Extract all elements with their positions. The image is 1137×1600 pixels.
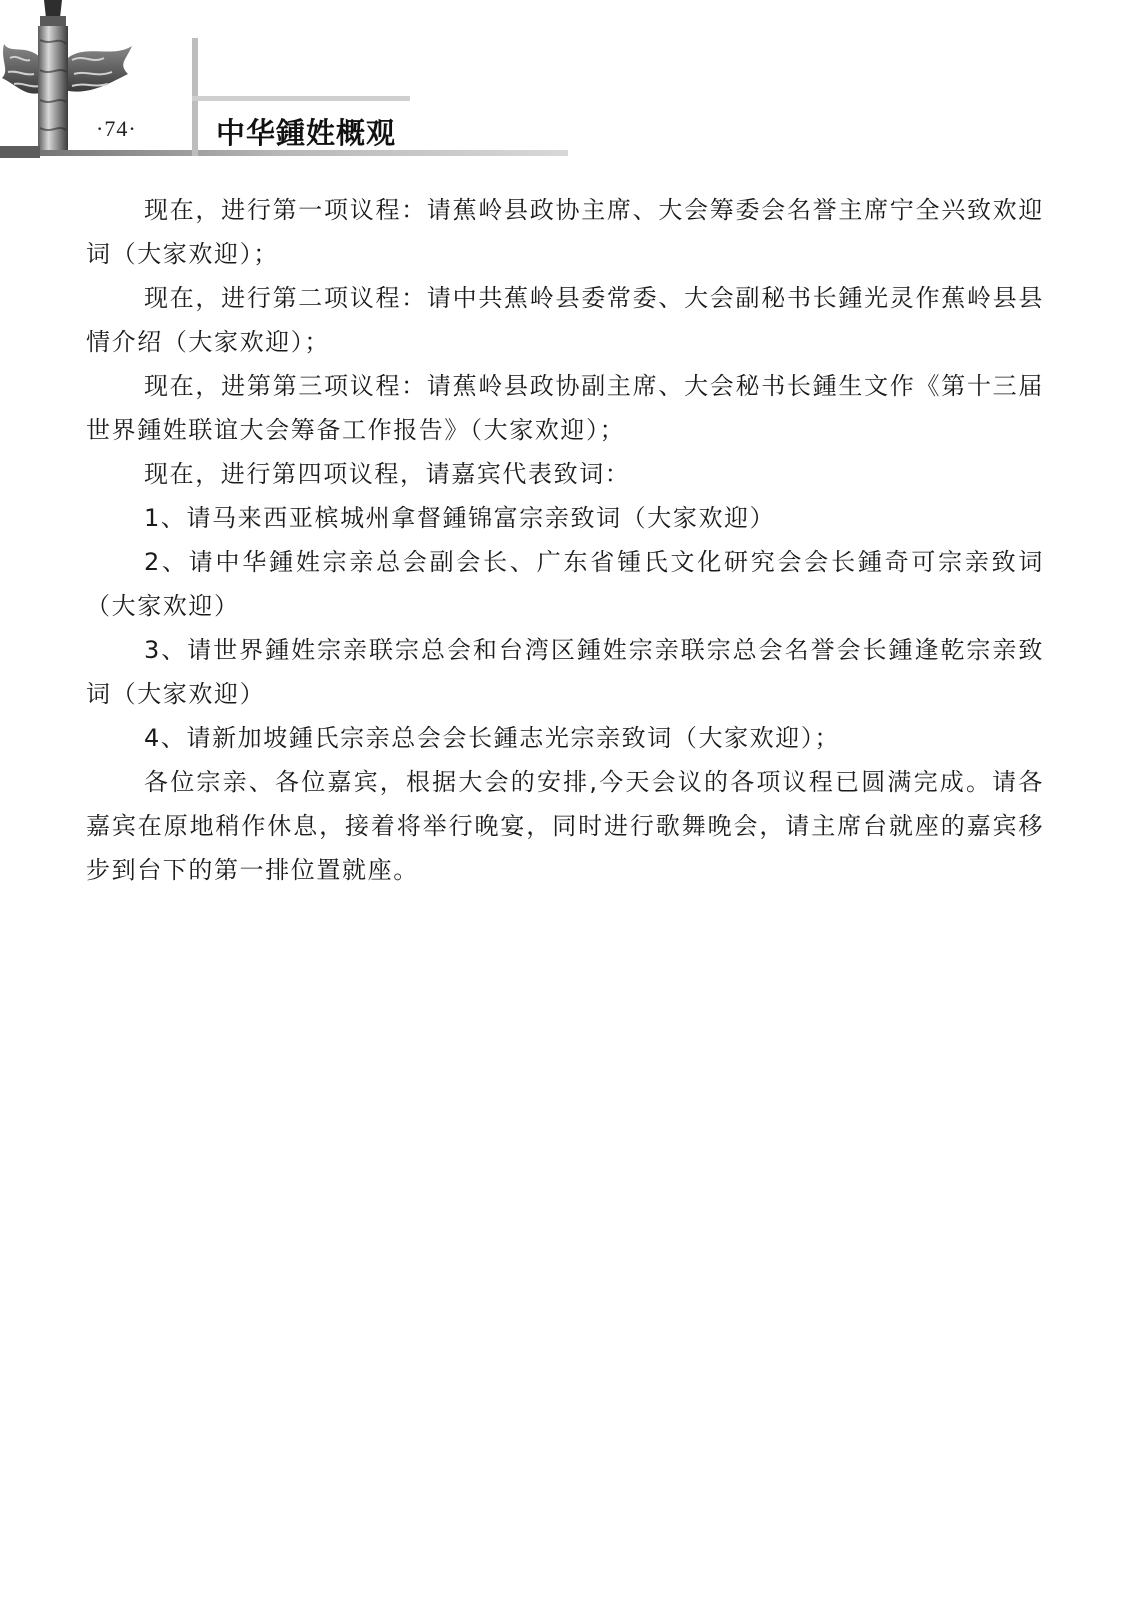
paragraph: 各位宗亲、各位嘉宾，根据大会的安排,今天会议的各项议程已圆满完成。请各嘉宾在原地稍作休息，接着将举行晚宴，同时进行歌舞晚会，请主席台就座的嘉宾移步到台下的第一排位置就座。 bbox=[86, 768, 1044, 884]
body-text bbox=[86, 188, 1044, 892]
list-item: 2、请中华鍾姓宗亲总会副会长、广东省锺氏文化研究会会长鍾奇可宗亲致词（大家欢迎） bbox=[86, 548, 1044, 620]
page-number: ·74· bbox=[96, 116, 137, 141]
list-item: 1、请马来西亚槟城州拿督鍾锦富宗亲致词（大家欢迎） bbox=[144, 504, 776, 532]
paragraph: 现在，进第第三项议程：请蕉岭县政协副主席、大会秘书长鍾生文作《第十三届世界鍾姓联谊大会筹备工作报告》（大家欢迎）； bbox=[86, 372, 1044, 444]
page-header bbox=[0, 0, 600, 165]
list-item: 4、请新加坡鍾氏宗亲总会会长鍾志光宗亲致词（大家欢迎）； bbox=[144, 724, 841, 752]
list-item: 3、请世界鍾姓宗亲联宗总会和台湾区鍾姓宗亲联宗总会名誉会长鍾逢乾宗亲致词（大家欢迎） bbox=[86, 636, 1044, 708]
paragraph: 现在，进行第一项议程：请蕉岭县政协主席、大会筹委会名誉主席宁全兴致欢迎词（大家欢迎）； bbox=[86, 196, 1044, 268]
paragraph: 现在，进行第二项议程：请中共蕉岭县委常委、大会副秘书长鍾光灵作蕉岭县县情介绍（大家欢迎）； bbox=[86, 284, 1044, 356]
running-title: 中华鍾姓概观 bbox=[216, 116, 397, 150]
paragraph: 现在，进行第四项议程，请嘉宾代表致词： bbox=[144, 460, 631, 488]
